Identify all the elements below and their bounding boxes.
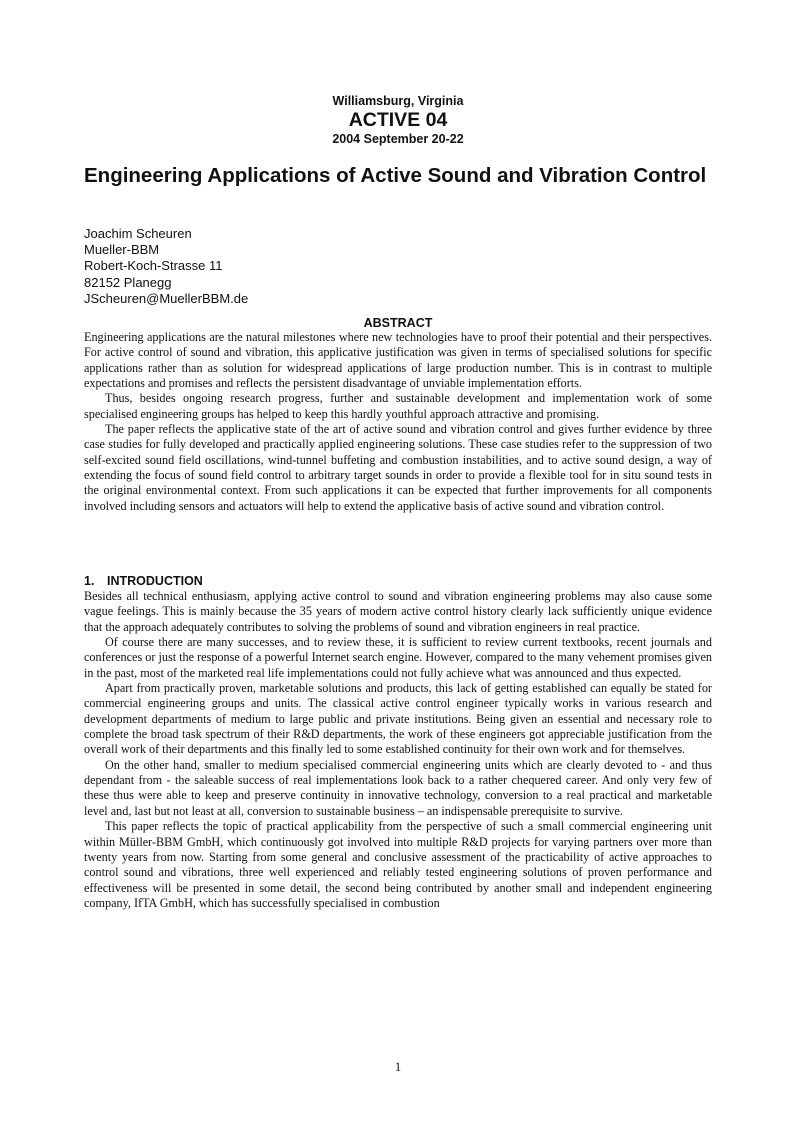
intro-paragraph: Apart from practically proven, marketable solutions and products, this lack of getting established can equally be stated for commercial engineering groups and units. The classical active control engineer typically works in various research and development departments of medium to large public and private institutions. Being given an essential and necessary role to complete the broad task spectrum of their R&D departments, the work of these engineers got appreciable justification from the overall work of their departments and this finally led to some established continuity for their own work and for themselves. (84, 681, 712, 757)
author-street: Robert-Koch-Strasse 11 (84, 258, 223, 274)
intro-paragraph: Of course there are many successes, and to review these, it is sufficient to review current textbooks, recent journals and conferences or just the response of a powerful Internet search engine. However, compared to the many vehement promises given in the past, most of the marketed real life implementations could not fully achieve what was announced and thus expected. (84, 635, 712, 680)
paper-page (84, 0, 712, 1122)
page-number: 1 (394, 1060, 402, 1074)
abstract-heading: ABSTRACT (363, 316, 433, 330)
conference-name: ACTIVE 04 (348, 109, 448, 131)
abstract-paragraph: The paper reflects the applicative state of the art of active sound and vibration control and gives further evidence by three case studies for fully developed and practically applied engineering solutions. These case studies refer to the suppression of two self-excited sound field oscillations, wind-tunnel buffeting and combustion instabilities, and to active sound design, a way of extending the focus of sound field control to arbitrary target sounds in order to provide a flexible tool for in situ sound tests in the original environmental context. From such applications it can be expected that further improvements for all components involved including sensors and actuators will help to extend the applicative basis of active sound and vibration control. (84, 422, 712, 513)
abstract-paragraph: Engineering applications are the natural milestones where new technologies have to proof their potential and their perspectives. For active control of sound and vibration, this applicative justification was given in terms of specialised solutions for specific applications rather than as solution for widespread applications of large production number. This is in contrast to multiple expectations and promises and reflects the persistent disadvantage of unviable implementation efforts. (84, 330, 712, 391)
author-email: JScheuren@MuellerBBM.de (84, 290, 249, 306)
intro-paragraph: Besides all technical enthusiasm, applying active control to sound and vibration engineering problems may also cause some vague feelings. This is mainly because the 35 years of modern active control history clearly lack sufficiently unique evidence that the approach adequately contributes to solving the problems of sound and vibration engineers in real practice. (84, 589, 712, 634)
intro-paragraph: This paper reflects the topic of practical applicability from the perspective of such a small commercial engineering unit within Müller-BBM GmbH, which continuously got involved into multiple R&D projects for varying partners over more than twenty years from now. Starting from some general and conclusive assessment of the practicability of active approaches to control sound and vibrations, three well experienced and reliably tested engineering solutions of proven performance and effectiveness will be presented in some detail, the second being contributed by another small and independent engineering company, IfTA GmbH, which has successfully specialised in combustion (84, 819, 712, 910)
introduction-body (84, 589, 712, 911)
paper-title: Engineering Applications of Active Sound and Vibration Control (84, 164, 707, 187)
abstract-paragraph: Thus, besides ongoing research progress, further and sustainable development and implementation work of some specialised engineering groups has helped to keep this hardly youthful approach attractive and promising. (84, 391, 712, 421)
intro-paragraph: On the other hand, smaller to medium specialised commercial engineering units which are clearly devoted to - and thus dependant from - the saleable success of real implementations look back to a rather chequered career. And only very few of these thus were able to keep and preserve continuity in innovative technology, conversion to a real practical and marketable level and, last but not least at all, conversion to sustainable business – an indispensable prerequisite to survive. (84, 757, 712, 818)
author-name: Joachim Scheuren (84, 226, 192, 241)
author-city: 82152 Planegg (84, 274, 172, 290)
section-title: INTRODUCTION (107, 574, 203, 588)
conference-header (84, 93, 712, 147)
section-number: 1. (84, 574, 95, 588)
section-heading-introduction (84, 574, 203, 589)
abstract-body (84, 330, 712, 514)
conference-date: 2004 September 20-22 (332, 132, 464, 146)
conference-location: Williamsburg, Virginia (332, 94, 464, 108)
author-organization: Mueller-BBM (84, 242, 160, 258)
author-block (84, 226, 248, 307)
